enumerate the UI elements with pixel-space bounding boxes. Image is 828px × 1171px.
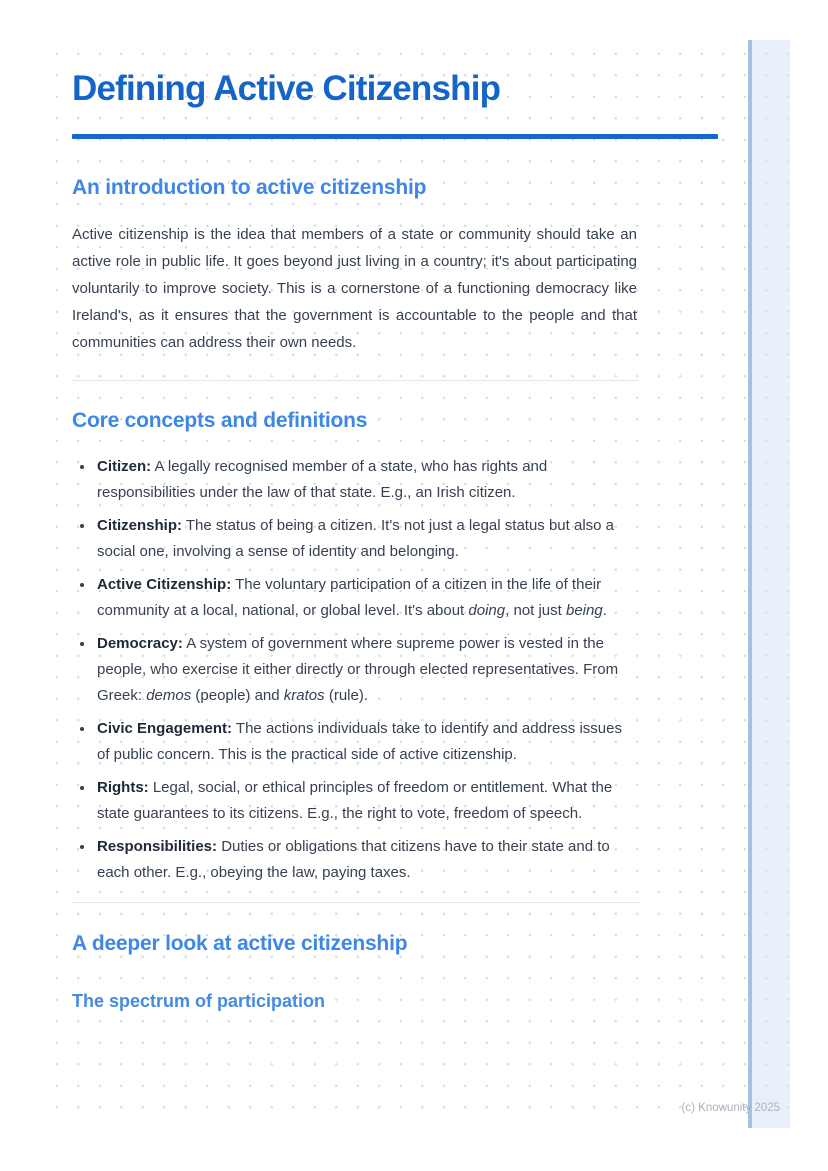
definition-item-rights: • Rights: Legal, social, or ethical principles of freedom or entitlement. What the state guarantees to its citizens. E.g., the right to vote, freedom of speech. bbox=[95, 774, 635, 827]
page-title: Defining Active Citizenship bbox=[72, 69, 501, 108]
definition-item-citizen: • Citizen: A legally recognised member of a state, who has rights and responsibilities under the law of that state. E.g., an Irish citizen. bbox=[95, 453, 635, 506]
definition-item-active-citizenship: • Active Citizenship: The voluntary participation of a citizen in the life of their community at a local, national, or global level. It's about doing, not just being. bbox=[95, 571, 635, 624]
section-heading-core-concepts: Core concepts and definitions bbox=[72, 409, 368, 433]
definition-item-civic-engagement: • Civic Engagement: The actions individuals take to identify and address issues of public concern. This is the practical side of active citizenship. bbox=[95, 715, 635, 768]
section-heading-introduction: An introduction to active citizenship bbox=[72, 176, 427, 199]
definition-item-citizenship: • Citizenship: The status of being a citizen. It's not just a legal status but also a social one, involving a sense of identity and belonging. bbox=[95, 512, 635, 565]
subsection-heading-spectrum: The spectrum of participation bbox=[72, 990, 326, 1011]
title-underline bbox=[72, 134, 718, 139]
definition-item-responsibilities: • Responsibilities: Duties or obligations that citizens have to their state and to each other. E.g., obeying the law, paying taxes. bbox=[95, 833, 635, 886]
note-sheet bbox=[40, 40, 790, 1128]
section-divider bbox=[72, 380, 639, 381]
margin-strip bbox=[752, 40, 790, 1128]
copyright-footer: (c) Knowunity 2025 bbox=[681, 1102, 780, 1114]
intro-paragraph: Active citizenship is the idea that members of a state or community should take an active role in public life. It goes beyond just living in a country; it's about participating voluntarily to improve society. This is a cornerstone of a functioning democracy like Ireland's, as it ensures that the government is accountable to the people and that communities can address their own needs. bbox=[72, 226, 637, 352]
definition-item-democracy: • Democracy: A system of government where supreme power is vested in the people, who exercise it either directly or through elected representatives. From Greek: demos (people) and kratos (rule). bbox=[95, 630, 635, 709]
section-heading-deeper-look: A deeper look at active citizenship bbox=[72, 932, 408, 956]
definitions-list bbox=[72, 453, 635, 886]
document-content bbox=[72, 40, 718, 1012]
section-divider bbox=[72, 902, 639, 903]
margin-rule-line bbox=[748, 40, 752, 1128]
